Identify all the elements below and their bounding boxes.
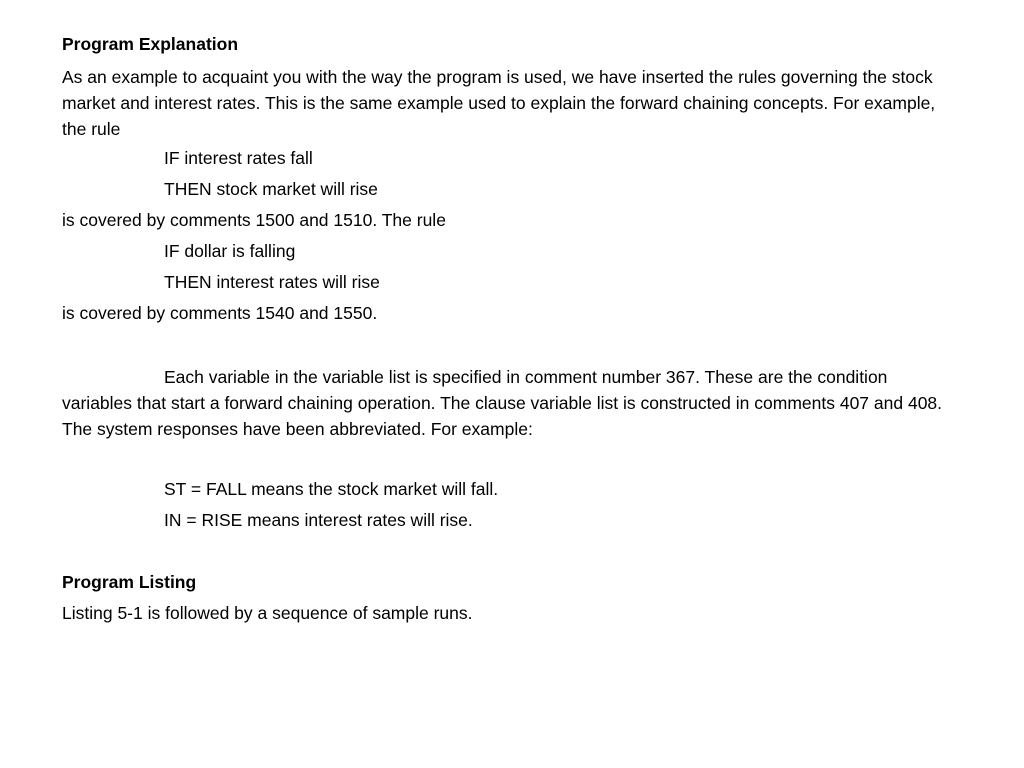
intro-paragraph: As an example to acquaint you with the way the program is used, we have inserted the rules governing the stock market and interest rates. This is the same example used to explain the forward chaining concepts. For example, the rule [62,67,936,139]
example1-line: ST = FALL means the stock market will fall. [164,479,499,499]
spacer [62,447,962,478]
spacer [62,333,962,364]
example2-line: IN = RISE means interest rates will rise. [164,510,473,530]
covered2-line: is covered by comments 1540 and 1550. [62,303,378,323]
program-listing-heading: Program Listing [62,572,197,592]
rule1-if-line: IF interest rates fall [164,148,313,168]
program-explanation-heading: Program Explanation [62,34,239,54]
rule2-if-line: IF dollar is falling [164,241,296,261]
listing-text: Listing 5-1 is followed by a sequence of sample runs. [62,603,473,623]
covered1-line: is covered by comments 1500 and 1510. The rule [62,210,446,230]
document-body [62,33,962,633]
rule2-then-line: THEN interest rates will rise [164,272,380,292]
spacer [62,540,962,571]
variables-paragraph: Each variable in the variable list is specified in comment number 367. These are the condition variables that start a forward chaining operation. The clause variable list is constructed in comments 407 and 408. The system responses have been abbreviated. For example: [62,367,943,439]
rule1-then-line: THEN stock market will rise [164,179,378,199]
